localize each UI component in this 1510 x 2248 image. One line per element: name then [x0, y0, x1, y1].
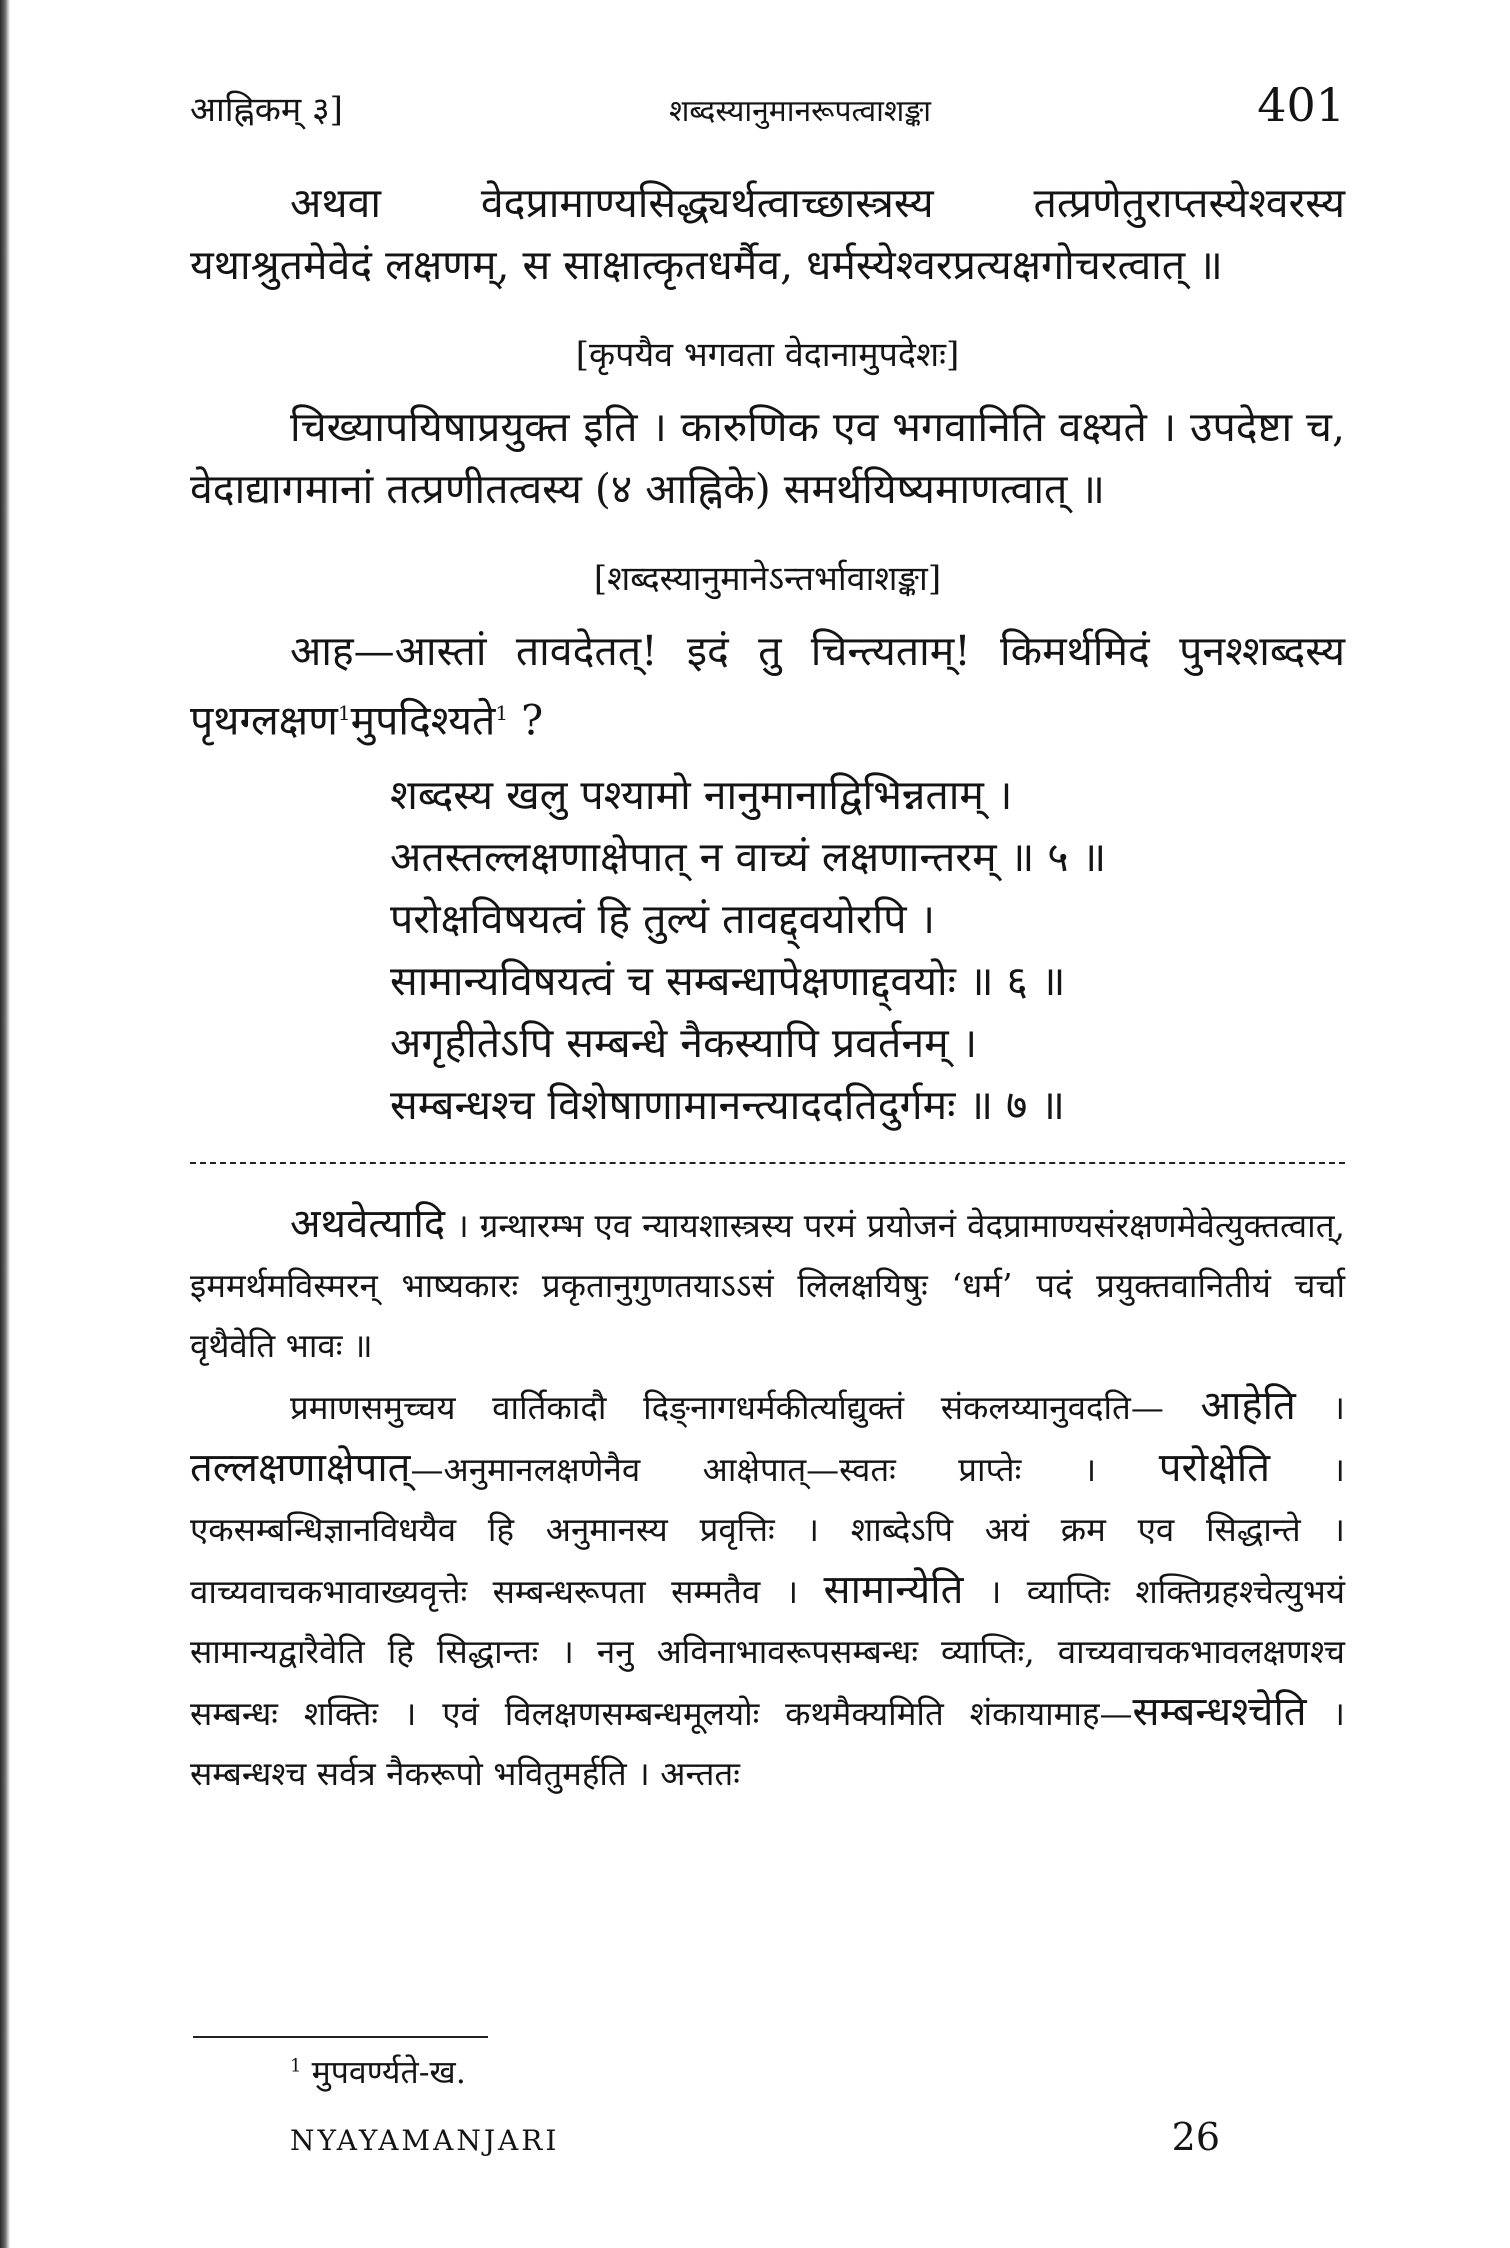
verse-line: शब्दस्य खलु पश्यामो नानुमानाद्विभिन्नताम् ।	[390, 770, 1013, 819]
paragraph-3-end: ?	[508, 696, 544, 745]
footnote-ref: 1	[337, 701, 351, 725]
commentary-text: । एकसम्बन्धिज्ञानविधयैव हि अनुमानस्य प्रवृत्तिः । शाब्देऽपि अयं क्रम एव सिद्धान्ते । वाच्यवाचकभावाख्यवृत्तेः सम्बन्धरूपता सम्मतैव ।	[190, 1449, 1345, 1611]
verse-line: अगृहीतेऽपि सम्बन्धे नैकस्यापि प्रवर्तनम् ।	[390, 1018, 978, 1067]
commentary-lemma: अथवेत्यादि	[290, 1200, 446, 1247]
section-heading-2: [शब्दस्यानुमानेऽन्तर्भावाशङ्का]	[593, 559, 942, 599]
commentary-lemma: आहेति	[1200, 1382, 1296, 1429]
verse-line: अतस्तल्लक्षणाक्षेपात् न वाच्यं लक्षणान्तरम् ॥ ५ ॥	[390, 832, 1107, 881]
footnote-rule	[193, 2036, 488, 2038]
commentary-divider	[190, 1162, 1345, 1164]
commentary-lemma: परोक्षेति	[1158, 1444, 1270, 1491]
commentary-text: । सम्बन्धश्च सर्वत्र नैकरूपो भवितुमर्हति । अन्ततः	[190, 1693, 1345, 1793]
running-title: शब्दस्यानुमानरूपत्वाशङ्का	[669, 94, 932, 129]
book-title: NYAYAMANJARI	[290, 2124, 560, 2157]
verse-line: सामान्यविषयत्वं च सम्बन्धापेक्षणाद्द्वयोः ॥ ६ ॥	[390, 956, 1066, 1005]
signature-number: 26	[1171, 2115, 1220, 2159]
commentary-lemma: तल्लक्षणाक्षेपात्	[190, 1444, 411, 1491]
paragraph-3-text: आह—आस्तां तावदेतत्! इदं तु चिन्त्यताम्! किमर्थमिदं पुनश्शब्दस्य पृथग्लक्षण	[190, 627, 1345, 745]
footnote	[290, 2050, 466, 2093]
section-label: आह्निकम् ३]	[190, 90, 343, 130]
commentary-paragraph-1	[190, 1194, 1345, 1376]
section-heading-1: [कृपयैव भगवता वेदानामुपदेशः]	[575, 335, 960, 375]
paragraph-3	[190, 620, 1345, 752]
running-head	[190, 78, 1345, 138]
paragraph-1: अथवा वेदप्रामाण्यसिद्ध्यर्थत्वाच्छास्त्रस्य तत्प्रणेतुराप्तस्येश्वरस्य यथाश्रुतमेवेदं लक्षणम्, स साक्षात्कृतधर्मैव, धर्मस्येश्वरप्रत्यक्षगोचरत्वात् ॥	[190, 179, 1345, 289]
footnote-text: मुपवर्ण्यते-ख.	[301, 2053, 466, 2091]
paragraph-3-mid: मुपदिश्यते	[350, 696, 496, 745]
commentary-text: प्रमाणसमुच्चय वार्तिकादौ दिङ्नागधर्मकीर्त्याद्युक्तं संकलय्यानुवदति—	[290, 1387, 1164, 1427]
page-footer	[290, 2115, 1220, 2159]
verse-line: परोक्षविषयत्वं हि तुल्यं तावद्द्वयोरपि ।	[390, 894, 936, 943]
paragraph-2: चिख्यापयिषाप्रयुक्त इति । कारुणिक एव भगवानिति वक्ष्यते । उपदेष्टा च, वेदाद्यागमानां तत्प्रणीतत्वस्य (४ आह्निके) समर्थयिष्यमाणत्वात् ॥	[190, 403, 1345, 513]
commentary-text: ।	[1295, 1387, 1345, 1427]
commentary-paragraph-2	[190, 1376, 1345, 1804]
commentary-text: —अनुमानलक्षणेनैव आक्षेपात्—स्वतः प्राप्तेः ।	[410, 1449, 1159, 1489]
verse-block	[390, 764, 1345, 1136]
commentary-lemma: सम्बन्धश्चेति	[1132, 1688, 1307, 1735]
page-edge-shadow	[0, 0, 10, 2248]
main-text	[190, 172, 1345, 1804]
page-number: 401	[1257, 78, 1345, 132]
footnote-ref: 1	[495, 701, 509, 725]
verse-line: सम्बन्धश्च विशेषाणामानन्त्याददतिदुर्गमः ॥ ७ ॥	[390, 1080, 1065, 1129]
commentary-text: । ग्रन्थारम्भ एव न्यायशास्त्रस्य परमं प्रयोजनं वेदप्रामाण्यसंरक्षणमेवेत्युक्तत्वात्, इममर्थमविस्मरन् भाष्यकारः प्रकृतानुगुणतयाऽऽसं लिलक्षयिषुः ‘धर्म’ पदं प्रयुक्तवानितीयं चर्चा वृथैवेति भावः ॥	[190, 1205, 1345, 1365]
commentary-lemma: सामान्येति	[823, 1566, 964, 1613]
footnote-marker: 1	[290, 2055, 302, 2077]
commentary-text: । व्याप्तिः शक्तिग्रहश्चेत्युभयं सामान्यद्वारैवेति हि सिद्धान्तः । ननु अविनाभावरूपसम्बन्धः व्याप्तिः, वाच्यवाचकभावलक्षणश्च सम्बन्धः शक्तिः । एवं विलक्षणसम्बन्धमूलयोः कथमैक्यमिति शंकायामाह—	[190, 1571, 1345, 1733]
